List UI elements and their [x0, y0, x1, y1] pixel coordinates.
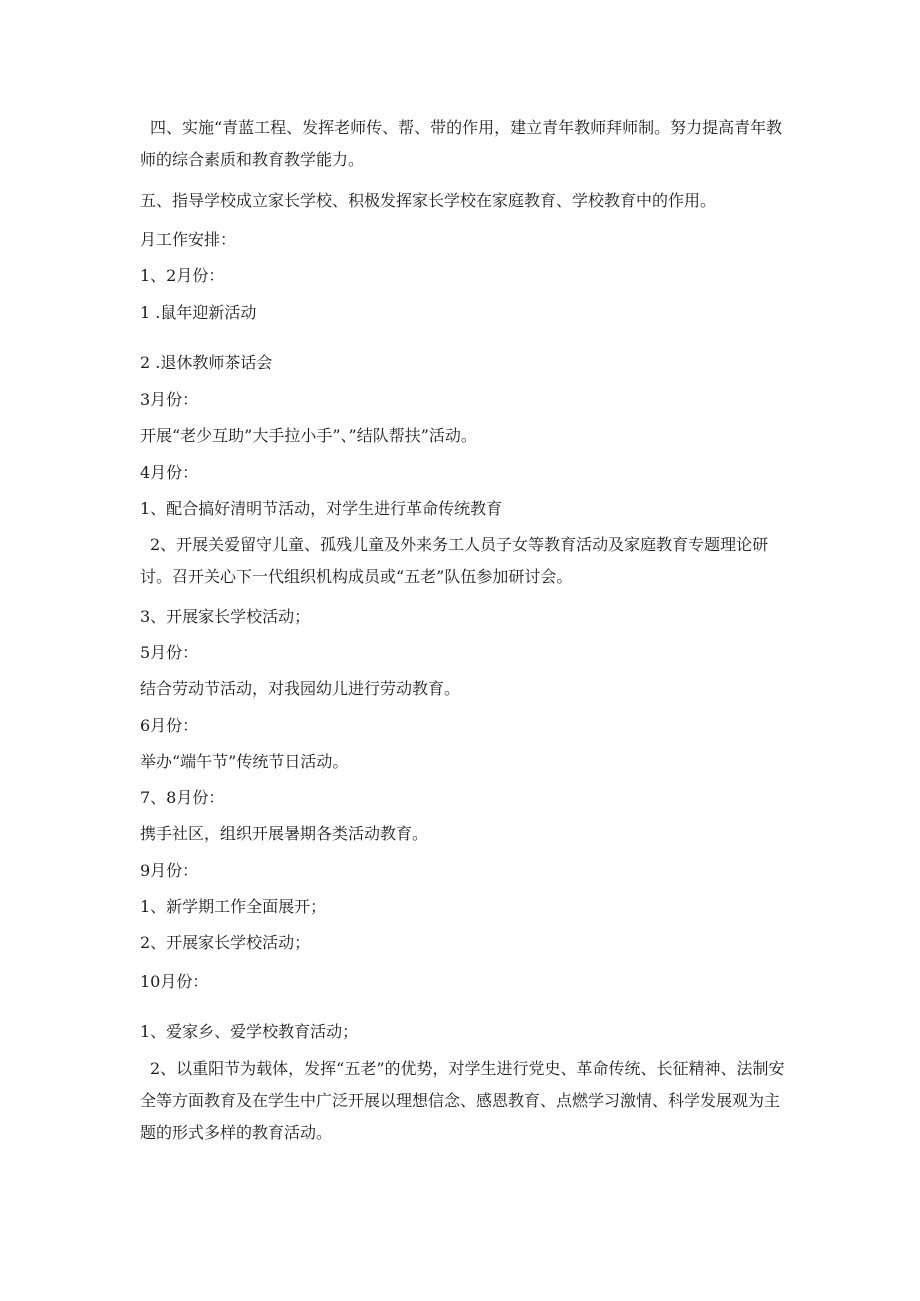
month-heading-june: 6月份：: [140, 716, 199, 735]
paragraph-5-parent-school: 五、指导学校成立家长学校、积极发挥家长学校在家庭教育、学校教育中的作用。: [140, 191, 717, 210]
month-heading-september: 9月份：: [140, 861, 199, 880]
october-item-2: 2、以重阳节为载体，发挥“五老”的优势，对学生进行党史、革命传统、长征精神、法制安全等方面教育及在学生中广泛开展以理想信念、感恩教育、点燃学习激情、科学发展观为主题的形式多样的教育活动。: [140, 1059, 785, 1142]
monthly-schedule-heading: 月工作安排：: [140, 230, 237, 249]
march-activity: 开展“老少互助”大手拉小手”、”结队帮扶”活动。: [140, 426, 477, 445]
september-item-2: 2、开展家长学校活动；: [140, 933, 311, 952]
april-item-2: 2、开展关爱留守儿童、孤残儿童及外来务工人员子女等教育活动及家庭教育专题理论研讨。召开关心下一代组织机构成员或“五老”队伍参加研讨会。: [140, 535, 769, 586]
april-item-1: 1、配合搞好清明节活动，对学生进行革命传统教育: [140, 499, 503, 518]
jul-aug-activity: 携手社区，组织开展暑期各类活动教育。: [140, 824, 429, 843]
may-activity: 结合劳动节活动，对我园幼儿进行劳动教育。: [140, 679, 461, 698]
month-heading-october: 10月份：: [140, 972, 209, 991]
october-item-1: 1、爱家乡、爱学校教育活动；: [140, 1022, 359, 1041]
month-heading-jan-feb: 1、2月份：: [140, 266, 225, 285]
month-heading-jul-aug: 7、8月份：: [140, 788, 225, 807]
month-heading-march: 3月份：: [140, 390, 199, 409]
list-item-retired-teachers-tea: 2 .退休教师茶话会: [140, 353, 273, 372]
list-item-new-year-activity: 1 .鼠年迎新活动: [140, 303, 257, 322]
june-activity: 举办“端午节”传统节日活动。: [140, 752, 349, 771]
september-item-1: 1、新学期工作全面展开；: [140, 897, 327, 916]
april-item-3: 3、开展家长学校活动；: [140, 607, 311, 626]
month-heading-april: 4月份：: [140, 463, 199, 482]
paragraph-4-qinglan-project: 四、实施“青蓝工程、发挥老师传、帮、带的作用，建立青年教师拜师制。努力提高青年教师的综合素质和教育教学能力。: [140, 118, 783, 169]
month-heading-may: 5月份：: [140, 643, 199, 662]
